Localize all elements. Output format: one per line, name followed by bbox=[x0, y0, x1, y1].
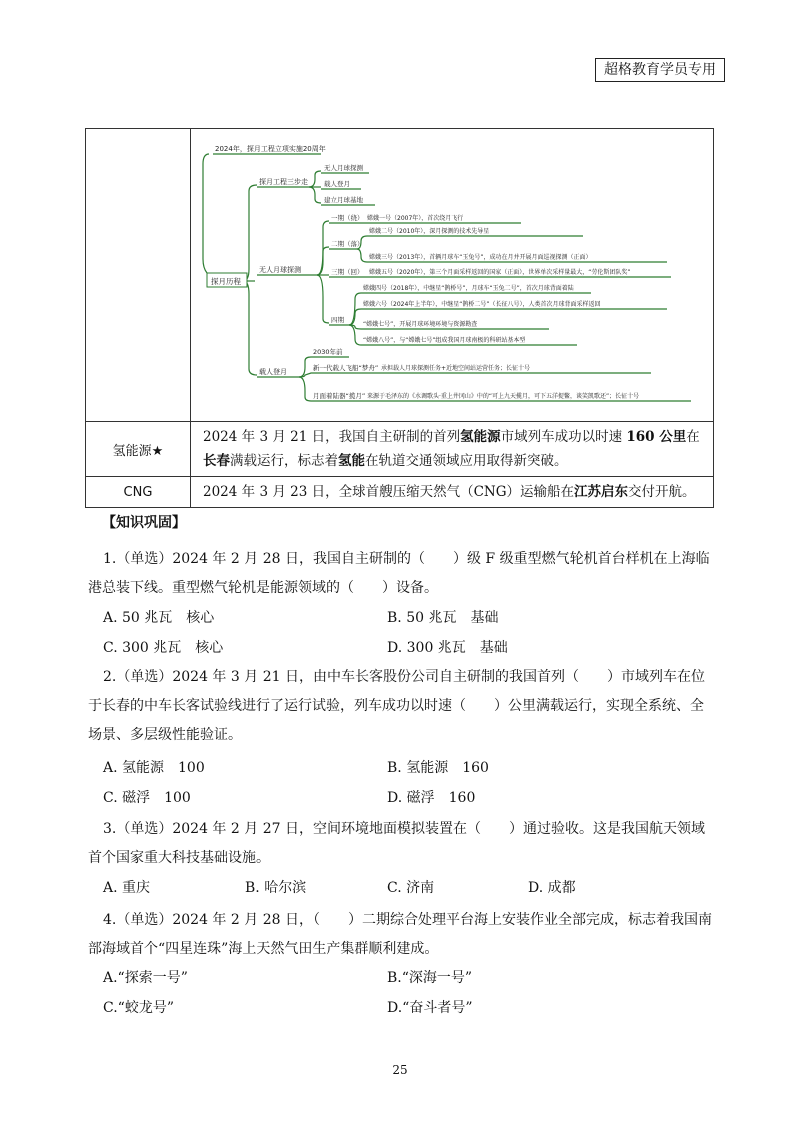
mindmap-crewed-item: 新一代载人飞船“梦舟” bbox=[313, 364, 379, 372]
mindmap-root: 2024年，探月工程立项实施20周年 bbox=[215, 145, 326, 153]
question-option: C. 300 兆瓦 核心 bbox=[103, 640, 224, 656]
mindmap-mission: “嫦娥八号”，与“嫦娥七号”组成我国月球南极的科研站基本型 bbox=[363, 337, 526, 344]
mindmap-crewed-item: 来源于毛泽东的《水调歌头·重上井冈山》中的“可上九天揽月，可下五洋捉鳖，谈笑凯歌还”；长征十号 bbox=[367, 393, 640, 400]
cng-label: CNG bbox=[86, 477, 191, 508]
page-number: 25 bbox=[392, 1063, 408, 1077]
question-option: C.“蛟龙号” bbox=[103, 1000, 174, 1016]
hydrogen-text-part: 2024 年 3 月 21 日，我国自主研制的首列 bbox=[203, 429, 461, 445]
mindmap-branch1-item: 建立月球基地 bbox=[324, 196, 363, 204]
mindmap-label-cell bbox=[86, 129, 191, 422]
cng-text-part: 2024 年 3 月 23 日，全球首艘压缩天然气（CNG）运输船在 bbox=[203, 484, 575, 500]
question-option: A. 50 兆瓦 核心 bbox=[103, 610, 215, 626]
mindmap-crewed-item: 2030年前 bbox=[313, 348, 343, 356]
mindmap-row bbox=[86, 129, 714, 422]
question-option: D. 磁浮 160 bbox=[387, 790, 476, 806]
mindmap-branch1-item: 无人月球探测 bbox=[324, 164, 363, 172]
hydrogen-keyword: 氢能源 bbox=[460, 429, 501, 445]
knowledge-table bbox=[85, 128, 714, 508]
question-stem: 3.（单选）2024 年 2 月 27 日，空间环境地面模拟装置在（ ）通过验收。这是我国航天领域首个国家重大科技基础设施。 bbox=[88, 821, 705, 866]
mindmap-mission: 嫦娥二号（2010年），深月探测的技术先导星 bbox=[369, 228, 490, 235]
hydrogen-label: 氢能源★ bbox=[86, 422, 191, 477]
hydrogen-keyword-2: 氢能 bbox=[338, 453, 365, 469]
hydrogen-row bbox=[86, 422, 714, 477]
question-option: C. 济南 bbox=[387, 880, 435, 896]
mindmap-branch3: 载人登月 bbox=[259, 368, 287, 376]
question-option: B. 50 兆瓦 基础 bbox=[387, 610, 499, 626]
question-option: C. 磁浮 100 bbox=[103, 790, 191, 806]
hydrogen-speed: 160 公里 bbox=[626, 429, 687, 445]
question-option: A. 氢能源 100 bbox=[103, 760, 205, 776]
section-title: 【知识巩固】 bbox=[102, 515, 186, 531]
question-option: D. 300 兆瓦 基础 bbox=[387, 640, 508, 656]
hydrogen-text bbox=[191, 422, 714, 477]
mindmap-mission: 嫦娥六号（2024年上半年），中继星“鹊桥二号”（长征八号），人类首次月球背面采样返回 bbox=[363, 301, 601, 308]
mindmap-phase: 一期（绕） bbox=[331, 214, 364, 222]
question-option: B. 哈尔滨 bbox=[245, 880, 307, 896]
question-option: A.“探索一号” bbox=[103, 970, 188, 986]
mindmap-crewed-item: 承担载人月球探测任务+近地空间站运营任务；长征十号 bbox=[381, 365, 531, 372]
mindmap-phase: 二期（落） bbox=[331, 240, 364, 248]
mindmap-connectors bbox=[203, 154, 691, 401]
mindmap-mission: “嫦娥七号”，开展月球环境环境与资源勘查 bbox=[363, 321, 478, 328]
mindmap-branch1-item: 载人登月 bbox=[324, 180, 350, 188]
mindmap-branch2: 无人月球探测 bbox=[259, 266, 301, 274]
question-stem: 2.（单选）2024 年 3 月 21 日，由中车长客股份公司自主研制的我国首列（ ）市域列车在位于长春的中车长客试验线进行了运行试验，列车成功以时速（ ）公里满载运行，实现全系统、全场景、多层级性能验证。 bbox=[88, 669, 705, 743]
mindmap-phase: 四期 bbox=[331, 316, 344, 324]
cng-text-part: 交付开航。 bbox=[628, 484, 696, 500]
hydrogen-text-part: 在 bbox=[686, 429, 700, 445]
cng-row bbox=[86, 477, 714, 508]
mindmap-mission: 嫦娥一号（2007年），首次绕月飞行 bbox=[367, 215, 464, 222]
question-option: D. 成都 bbox=[528, 880, 576, 896]
hydrogen-text-part: 市域列车成功以时速 bbox=[500, 429, 627, 445]
cng-place: 江苏启东 bbox=[574, 484, 629, 500]
mindmap-mission: 嫦娥三号（2013年），首辆月球车“玉兔号”，成功在月并开展月面巡视探测（正面） bbox=[369, 254, 592, 261]
header-stamp: 超格教育学员专用 bbox=[595, 58, 725, 82]
mindmap-cell bbox=[191, 129, 714, 422]
question-option: B.“深海一号” bbox=[387, 970, 473, 986]
mindmap-branch1: 探月工程三步走 bbox=[259, 178, 308, 186]
mindmap-diagram bbox=[191, 129, 718, 421]
mindmap-phase: 三期（回） bbox=[331, 268, 364, 276]
mindmap-mission: 嫦娥五号（2020年），第三个月面采样返回的国家（正面），世界单次采样量最大，“劳伦斯团队奖” bbox=[369, 269, 631, 276]
question-option: D.“奋斗者号” bbox=[387, 1000, 473, 1016]
hydrogen-text-part: 满载运行，标志着 bbox=[230, 453, 338, 469]
mindmap-main: 探月历程 bbox=[211, 277, 241, 286]
mindmap-crewed-item: 月面着陆器“揽月” bbox=[313, 392, 366, 400]
question-option: B. 氢能源 160 bbox=[387, 760, 489, 776]
question-stem: 4.（单选）2024 年 2 月 28 日，（ ）二期综合处理平台海上安装作业全部完成，标志着我国南部海域首个“四星连珠”海上天然气田生产集群顺利建成。 bbox=[88, 912, 712, 957]
cng-text bbox=[191, 477, 714, 508]
question-option: A. 重庆 bbox=[103, 880, 151, 896]
hydrogen-text-part: 在轨道交通领域应用取得新突破。 bbox=[365, 453, 568, 469]
hydrogen-city: 长春 bbox=[203, 453, 230, 469]
mindmap-mission: 嫦娥四号（2018年），中继星“鹊桥号”，月球车“玉兔二号”，首次月球背面着陆 bbox=[363, 285, 574, 292]
question-stem: 1.（单选）2024 年 2 月 28 日，我国自主研制的（ ）级 F 级重型燃气轮机首台样机在上海临港总装下线。重型燃气轮机是能源领域的（ ）设备。 bbox=[88, 551, 710, 596]
